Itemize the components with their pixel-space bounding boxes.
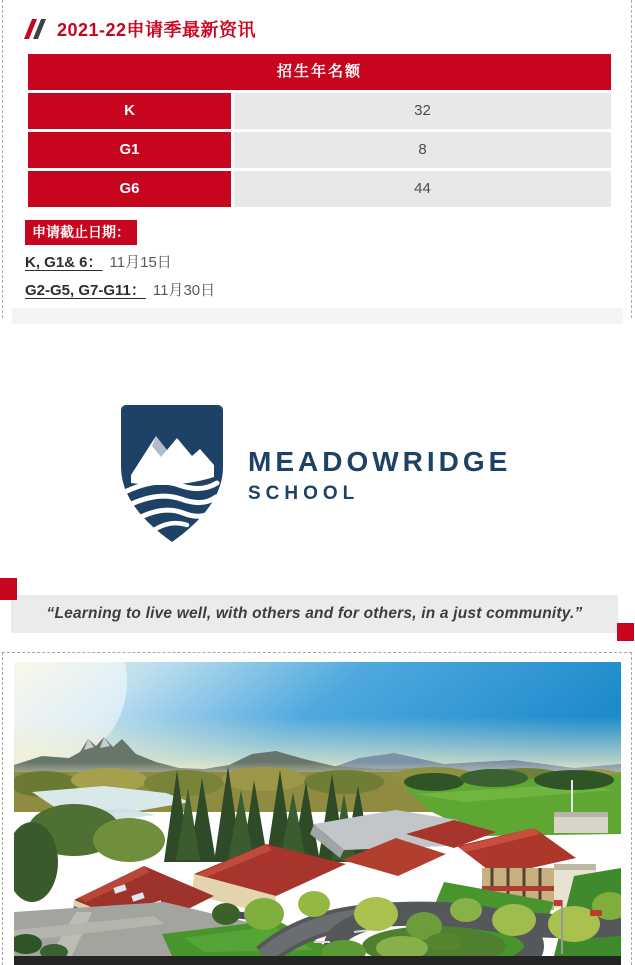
card-footer-strip [12, 308, 623, 324]
section-title-row [28, 16, 623, 42]
deadline-line [25, 280, 623, 301]
campus-aerial-photo[interactable] [14, 662, 621, 956]
quota-table-header: 招生年名额 [28, 54, 611, 90]
deadline-grades: G2-G5, G7-G11： [25, 282, 146, 299]
double-slash-icon [28, 19, 46, 39]
quota-table [28, 54, 611, 207]
grade-cell: G6 [28, 171, 231, 207]
table-row [28, 132, 611, 168]
deadline-date: 11月30日 [152, 282, 216, 299]
admissions-news-card [12, 0, 623, 324]
school-logo [121, 405, 511, 542]
quota-cell: 32 [234, 93, 611, 129]
table-row [28, 171, 611, 207]
section-title: 2021-22申请季最新资讯 [57, 20, 257, 40]
quota-cell: 44 [234, 171, 611, 207]
deadline-label: 申请截止日期： [25, 220, 137, 245]
shield-mountain-logo-icon [121, 405, 223, 542]
grade-cell: K [28, 93, 231, 129]
red-corner-accent [0, 578, 17, 600]
deadline-grades: K, G1& 6： [25, 254, 103, 271]
grade-cell: G1 [28, 132, 231, 168]
deadline-date: 11月15日 [109, 254, 172, 271]
motto-text: “Learning to live well, with others and for others, in a just community.” [46, 605, 583, 622]
deadline-line [25, 252, 623, 273]
red-corner-accent [617, 623, 634, 641]
table-row [28, 93, 611, 129]
photo-bottom-strip [14, 956, 621, 965]
quota-cell: 8 [234, 132, 611, 168]
motto-banner [11, 595, 618, 633]
logo-name: MEADOWRIDGE [248, 446, 512, 477]
logo-subname: SCHOOL [248, 483, 360, 504]
logo-wordmark [248, 405, 511, 542]
admissions-news-section [2, 0, 632, 318]
